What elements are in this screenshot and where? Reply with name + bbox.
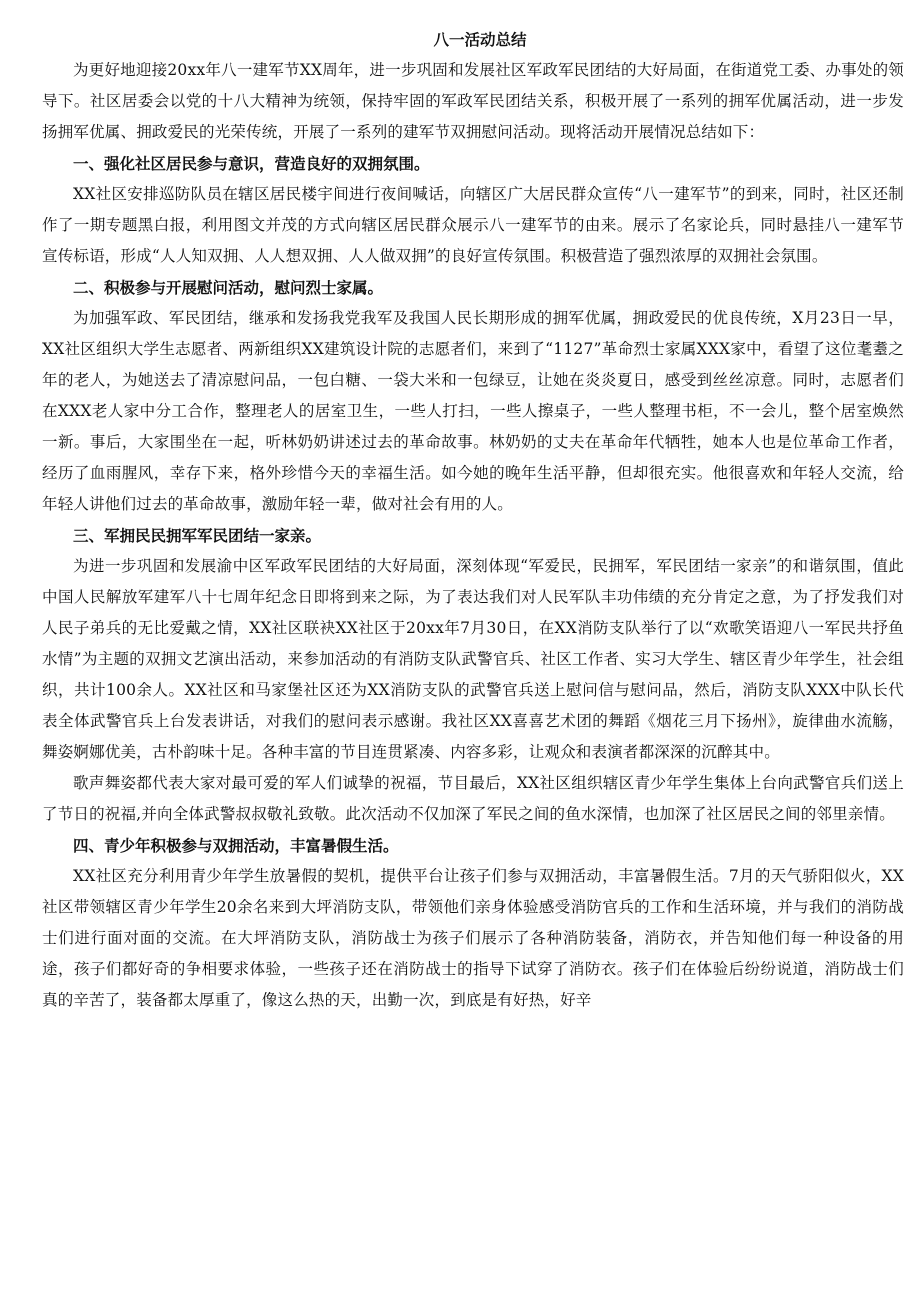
section-2-heading: 二、积极参与开展慰问活动，慰问烈士家属。 (73, 278, 384, 297)
section-4-paragraph-1: XX社区充分利用青少年学生放暑假的契机，提供平台让孩子们参与双拥活动，丰富暑假生活。7月的天气骄阳似火，XX社区带领辖区青少年学生20余名来到大坪消防支队，带领他们亲身体验感受消防官兵的工作和生活环境，并与我们的消防战士们进行面对面的交流。在大坪消防支队，消防战士为孩子们展示了各种消防装备，消防衣，并告知他们每一种设备的用途，孩子们都好奇的争相要求体验，一些孩子还在消防战士的指导下试穿了消防衣。孩子们在体验后纷纷说道，消防战士们真的辛苦了，装备都太厚重了，像这么热的天，出勤一次，到底是有好热，好辛 (42, 867, 904, 1009)
section-2-paragraph-1: 为加强军政、军民团结，继承和发扬我党我军及我国人民长期形成的拥军优属，拥政爱民的优良传统，X月23日一早，XX社区组织大学生志愿者、两新组织XX建筑设计院的志愿者们，来到了“1127”革命烈士家属XXX家中，看望了这位耄耋之年的老人，为她送去了清凉慰问品，一包白糖、一袋大米和一包绿豆，让她在炎炎夏日，感受到丝丝凉意。同时，志愿者们在XXX老人家中分工合作，整理老人的居室卫生，一些人打扫，一些人擦桌子，一些人整理书柜，不一会儿，整个居室焕然一新。事后，大家围坐在一起，听林奶奶讲述过去的革命故事。林奶奶的丈夫在革命年代牺牲，她本人也是位革命工作者，经历了血雨腥风，幸存下来，格外珍惜今天的幸福生活。如今她的晚年生活平静，但却很充实。他很喜欢和年轻人交流，给年轻人讲他们过去的革命故事，激励年轻一辈，做对社会有用的人。 (42, 309, 904, 513)
document-page (42, 24, 904, 1016)
intro-paragraph: 为更好地迎接20xx年八一建军节XX周年，进一步巩固和发展社区军政军民团结的大好局面，在街道党工委、办事处的领导下。社区居委会以党的十八大精神为统领，保持牢固的军政军民团结关系，积极开展了一系列的拥军优属活动，进一步发扬拥军优属、拥政爱民的光荣传统，开展了一系列的建军节双拥慰问活动。现将活动开展情况总结如下： (42, 61, 904, 141)
section-3-heading: 三、军拥民民拥军军民团结一家亲。 (73, 526, 322, 545)
section-4-heading: 四、青少年积极参与双拥活动，丰富暑假生活。 (73, 836, 399, 855)
document-title: 八一活动总结 (433, 30, 527, 49)
section-3-paragraph-1: 为进一步巩固和发展渝中区军政军民团结的大好局面，深刻体现“军爱民，民拥军，军民团结一家亲”的和谐氛围，值此中国人民解放军建军八十七周年纪念日即将到来之际，为了表达我们对人民军队丰功伟绩的充分肯定之意，为了抒发我们对人民子弟兵的无比爱戴之情，XX社区联袂XX社区于20xx年7月30日，在XX消防支队举行了以“欢歌笑语迎八一军民共抒鱼水情”为主题的双拥文艺演出活动，来参加活动的有消防支队武警官兵、社区工作者、实习大学生、辖区青少年学生，社会组织，共计100余人。XX社区和马家堡社区还为XX消防支队的武警官兵送上慰问信与慰问品，然后，消防支队XXX中队长代表全体武警官兵上台发表讲话，对我们的慰问表示感谢。我社区XX喜喜艺术团的舞蹈《烟花三月下扬州》，旋律曲水流觞，舞姿婀娜优美，古朴韵味十足。各种丰富的节目连贯紧凑、内容多彩，让观众和表演者都深深的沉醉其中。 (42, 557, 904, 761)
section-1-paragraph-1: XX社区安排巡防队员在辖区居民楼宇间进行夜间喊话，向辖区广大居民群众宣传“八一建军节”的到来，同时，社区还制作了一期专题黑白报，利用图文并茂的方式向辖区居民群众展示八一建军节的由来。展示了名家论兵，同时悬挂八一建军节宣传标语，形成“人人知双拥、人人想双拥、人人做双拥”的良好宣传氛围。积极营造了强烈浓厚的双拥社会氛围。 (42, 185, 904, 265)
section-1-heading: 一、强化社区居民参与意识，营造良好的双拥氛围。 (73, 154, 430, 173)
section-3-paragraph-2: 歌声舞姿都代表大家对最可爱的军人们诚挚的祝福，节目最后，XX社区组织辖区青少年学生集体上台向武警官兵们送上了节日的祝福,并向全体武警叔叔敬礼致敬。此次活动不仅加深了军民之间的鱼水深情，也加深了社区居民之间的邻里亲情。 (42, 774, 904, 823)
